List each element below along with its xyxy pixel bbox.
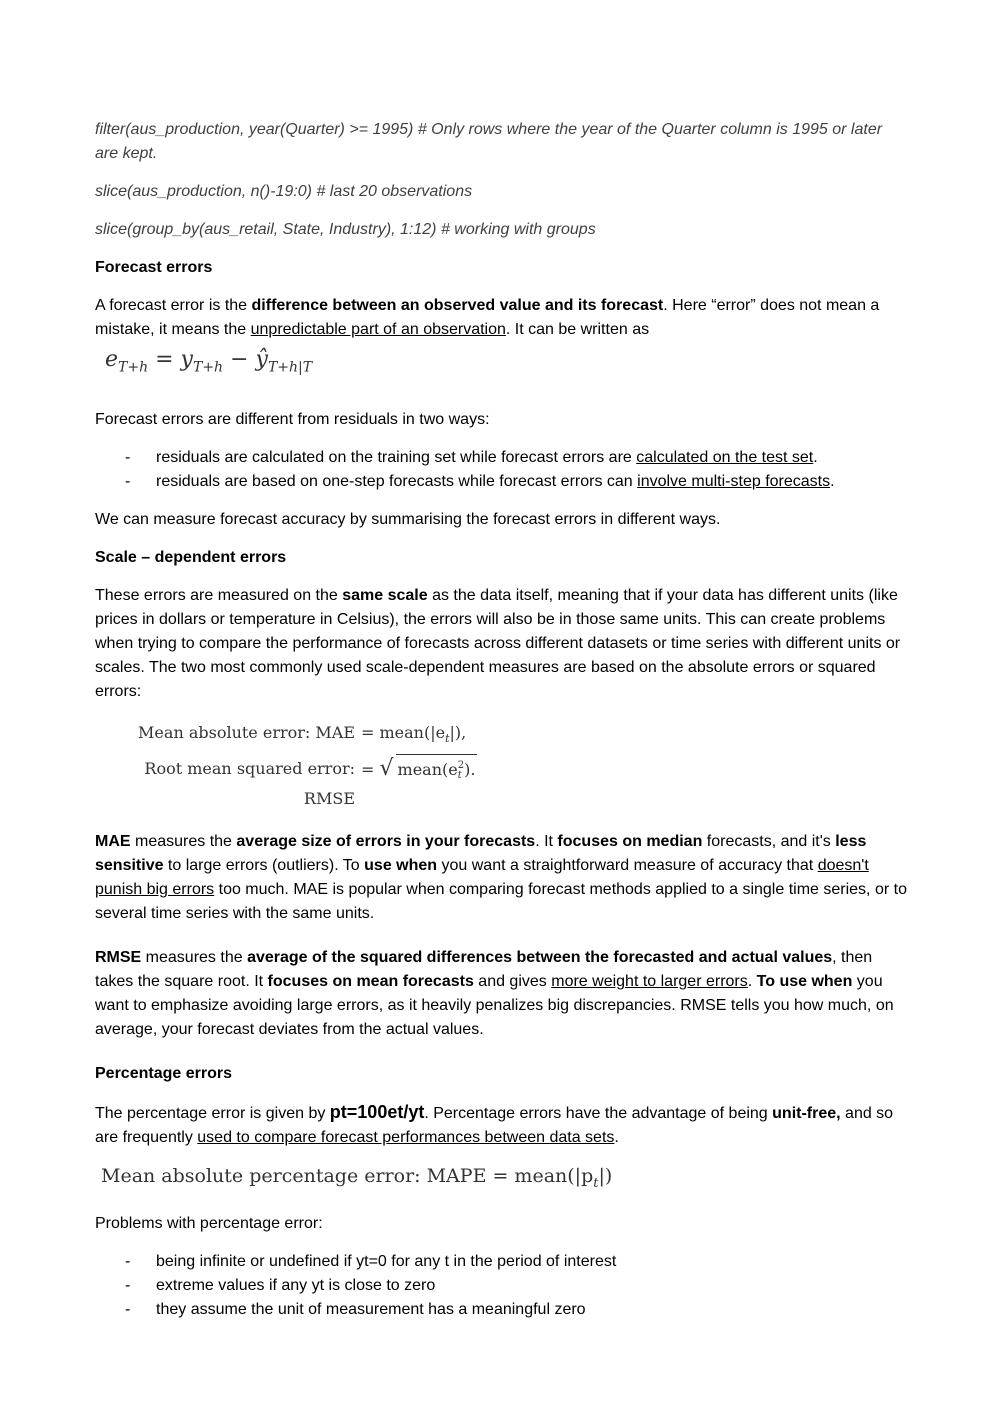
- mae-formula: Mean absolute error: MAE = $mean(|e_t|)$,: [138, 723, 467, 746]
- code-line-filter: filter(aus_production, year(Quarter) >= 1995) # Only rows where the year of the Quarter column is 1995 or later are kept.: [95, 121, 883, 162]
- heading-scale-dependent-errors: Scale – dependent errors: [95, 549, 287, 566]
- paragraph-percentage-error: The percentage error is given by pt=100et/yt. Percentage errors have the advantage of being unit-free, and so are frequently used to compare forecast performances between data sets.: [95, 1102, 894, 1147]
- code-line-group-slice: slice(group_by(aus_retail, State, Industry), 1:12) # working with groups: [95, 221, 596, 238]
- mae-rmse-formulas: [95, 718, 907, 814]
- document-page: [95, 118, 907, 1336]
- rmse-formula: Root mean squared error: RMSE = √ mean(e 2 t ).: [144, 756, 476, 809]
- residual-differences-list: [95, 446, 907, 494]
- paragraph-mae: MAE measures the average size of errors in your forecasts. It focuses on median forecasts, and it's less sensitive to large errors (outliers). To use when you want a straightforward measure of accuracy that doesn't punish big errors too much. MAE is popular when comparing forecast methods applied to a single time series, or to several time series with the same units.: [95, 833, 907, 923]
- paragraph-measure-accuracy: We can measure forecast accuracy by summarising the forecast errors in different ways.: [95, 511, 721, 528]
- list-item: - being infinite or undefined if yt=0 for any t in the period of interest: [95, 1250, 907, 1274]
- list-item: - they assume the unit of measurement has a meaningful zero: [95, 1298, 907, 1322]
- list-item: - extreme values if any yt is close to zero: [95, 1274, 907, 1298]
- code-line-slice: slice(aus_production, n()-19:0) # last 20 observations: [95, 183, 473, 200]
- heading-forecast-errors: Forecast errors: [95, 259, 213, 276]
- paragraph-percentage-problems: Problems with percentage error:: [95, 1214, 323, 1232]
- paragraph-residual-differences: Forecast errors are different from residuals in two ways:: [95, 411, 490, 428]
- paragraph-rmse: RMSE measures the average of the squared differences between the forecasted and actual values, then takes the square root. It focuses on mean forecasts and gives more weight to larger errors. To use when you want to emphasize avoiding large errors, as it heavily penalizes big discrepancies. RMSE tells you how much, on average, your forecast deviates from the actual values.: [95, 949, 894, 1039]
- mape-formula: Mean absolute percentage error: MAPE = $mean(|p_t|)$: [101, 1165, 613, 1191]
- percentage-problems-list: [95, 1250, 907, 1322]
- list-item: - residuals are calculated on the training set while forecast errors are calculated on the test set.: [95, 446, 907, 470]
- list-item: - residuals are based on one-step forecasts while forecast errors can involve multi-step forecasts.: [95, 470, 907, 494]
- paragraph-forecast-error-definition: A forecast error is the difference between an observed value and its forecast. Here “error” does not mean a mistake, it means the unpredictable part of an observation. It can be written as: [95, 297, 880, 338]
- paragraph-scale-errors: These errors are measured on the same scale as the data itself, meaning that if your data has different units (like prices in dollars or temperature in Celsius), the errors will also be in those same units. This can create problems when trying to compare the performance of forecasts across different datasets or time series with different units or scales. The two most commonly used scale-dependent measures are based on the absolute errors or squared errors:: [95, 587, 901, 700]
- heading-percentage-errors: Percentage errors: [95, 1065, 232, 1083]
- forecast-error-formula: $e_{T+h} = y_{T+h}$ − $ŷ_{T+h|T}$: [105, 347, 313, 376]
